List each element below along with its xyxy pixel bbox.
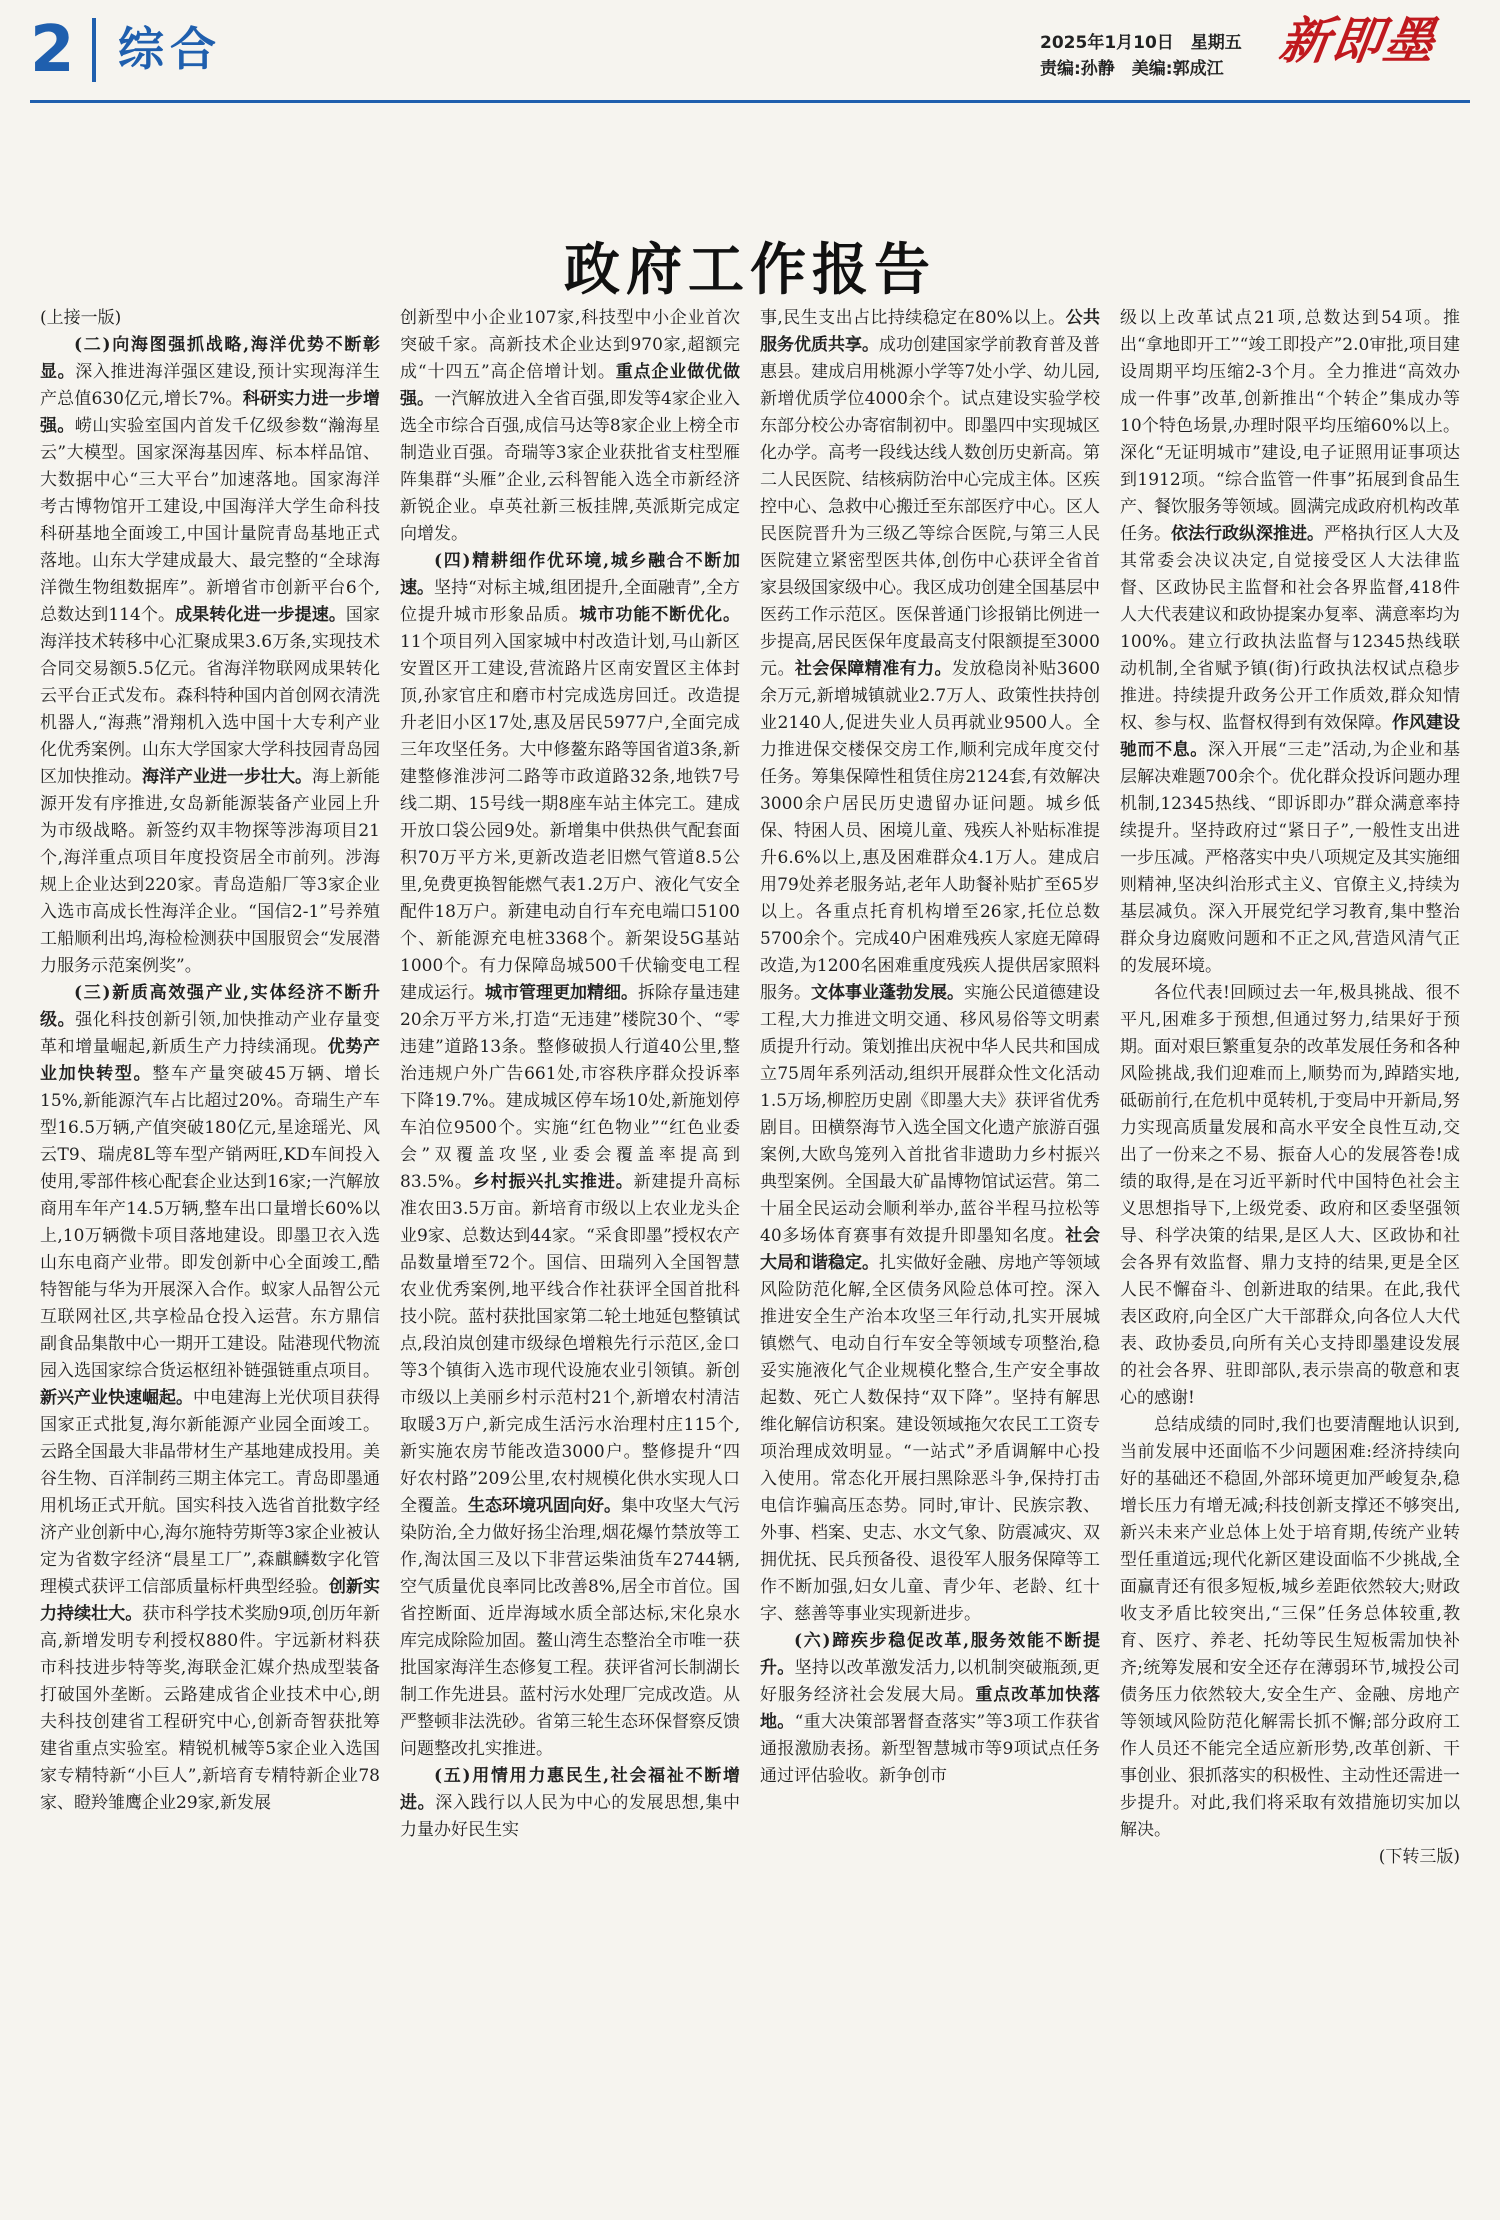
bold-lead: 海洋产业进一步壮大。 — [142, 767, 312, 787]
text-run: 深入践行以人民为中心的发展思想,集中力量办好民生实 — [400, 1793, 740, 1840]
bold-lead: 成果转化进一步提速。 — [175, 605, 346, 625]
bold-lead: 依法行政纵深推进。 — [1171, 524, 1324, 544]
paragraph — [40, 980, 380, 1817]
bold-lead: 重点企业做优做强。 — [400, 362, 740, 409]
page-number: 2 — [30, 13, 75, 87]
text-run: 创新型中小企业107家,科技型中小企业首次突破千家。高新技术企业达到970家,超额完成“十四五”高企倍增计划。 — [400, 308, 740, 382]
text-run: 中电建海上光伏项目获得国家正式批复,海尔新能源产业园全面竣工。云路全国最大非晶带材生产基地建成投用。美谷生物、百洋制药三期主体完工。青岛即墨通用机场正式开航。国实科技入选省首批数字经济产业创新中心,海尔施特劳斯等3家企业被认定为省数字经济“晨星工厂”,森麒麟数字化管理模式获评工信部质量标杆典型经验。 — [40, 1388, 380, 1597]
header-divider — [92, 18, 96, 82]
text-run: 一汽解放进入全省百强,即发等4家企业入选全市综合百强,成信马达等8家企业上榜全市制造业百强。奇瑞等3家企业获批省支柱型雁阵集群“头雁”企业,云科智能入选全市新经济新锐企业。卓英社新三板挂牌,英派斯完成定向增发。 — [400, 389, 740, 544]
text-run: 坚持“对标主城,组团提升,全面融青”,全方位提升城市形象品质。 — [400, 578, 740, 625]
bold-lead: 重点改革加快落地。 — [760, 1685, 1100, 1732]
text-run: 11个项目列入国家城中村改造计划,马山新区安置区开工建设,营流路片区南安置区主体封顶,孙家官庄和磨市村完成选房回迁。改造提升老旧小区17处,惠及居民5977户,全面完成三年攻坚任务。大中修鳌东路等国省道3条,新建整修淮涉河二路等市政道路32条,地铁7号线二期、15号线一期8座车站主体完工。建成开放口袋公园9处。新增集中供热供气配套面积70万平方米,更新改造老旧燃气管道8.5公里,免费更换智能燃气表1.2万户、液化气安全配件18万户。新建电动自行车充电端口5100个、新能源充电桩3368个。新架设5G基站1000个。有力保障岛城500千伏输变电工程建成运行。 — [400, 632, 740, 1003]
text-run: 拆除存量违建20余万平方米,打造“无违建”楼院30个、“零违建”道路13条。整修破损人行道40公里,整治违规户外广告661处,市容秩序群众投诉率下降19.7%。建成城区停车场10处,新施划停车泊位9500个。实施“红色物业”“红色业委会”双覆盖攻坚,业委会覆盖率提高到83.5%。 — [400, 983, 740, 1192]
column-1 — [40, 305, 380, 2180]
column-2 — [400, 305, 740, 2180]
paragraph — [400, 548, 740, 1763]
column-3 — [760, 305, 1100, 2180]
text-run: 严格执行区人大及其常委会决议决定,自觉接受区人大法律监督、区政协民主监督和社会各界监督,418件人大代表建议和政协提案办复率、满意率均为100%。建立行政执法监督与12345热线联动机制,全省赋予镇(街)行政执法权试点稳步推进。持续提升政务公开工作质效,群众知情权、参与权、监督权得到有效保障。 — [1120, 524, 1460, 733]
bold-lead: 乡村振兴扎实推进。 — [472, 1172, 634, 1192]
article-body — [40, 305, 1460, 2180]
text-run: 扎实做好金融、房地产等领域风险防范化解,全区债务风险总体可控。深入推进安全生产治本攻坚三年行动,扎实开展城镇燃气、电动自行车安全等领域专项整治,稳妥实施液化气企业规模化整合,生产安全事故起数、死亡人数保持“双下降”。坚持有解思维化解信访积案。建设领域拖欠农民工工资专项治理成效明显。“一站式”矛盾调解中心投入使用。常态化开展扫黑除恶斗争,保持打击电信诈骗高压态势。同时,审计、民族宗教、外事、档案、史志、水文气象、防震减灾、双拥优抚、民兵预备役、退役军人服务保障等工作不断加强,妇女儿童、青少年、老龄、红十字、慈善等事业实现新进步。 — [760, 1253, 1100, 1624]
paragraph — [760, 305, 1100, 1628]
bold-lead: (二)向海图强抓战略,海洋优势不断彰显。 — [40, 335, 380, 382]
paragraph — [760, 1628, 1100, 1790]
section-name: 综合 — [118, 22, 222, 76]
text-run: 深入推进海洋强区建设,预计实现海洋生产总值630亿元,增长7%。 — [40, 362, 380, 409]
bold-lead: (五)用情用力惠民生,社会福祉不断增进。 — [400, 1766, 740, 1813]
paragraph: (上接一版) — [40, 308, 122, 328]
page-header — [0, 0, 1500, 110]
paragraph: 总结成绩的同时,我们也要清醒地认识到,当前发展中还面临不少问题困难:经济持续向好的基础还不稳固,外部环境更加严峻复杂,稳增长压力有增无减;科技创新支撑还不够突出,新兴未来产业总体上处于培育期,传统产业转型任重道远;现代化新区建设面临不少挑战,全面赢青还有很多短板,城乡差距依然较大;财政收支矛盾比较突出,“三保”任务总体较重,教育、医疗、养老、托幼等民生短板需加快补齐;统筹发展和安全还存在薄弱环节,城投公司债务压力依然较大,安全生产、金融、房地产等领域风险防范化解需长抓不懈;部分政府工作人员还不能完全适应新形势,改革创新、干事创业、狠抓落实的积极性、主动性还需进一步提升。对此,我们将采取有效措施切实加以解决。 — [1120, 1415, 1460, 1840]
text-run: 深入开展“三走”活动,为企业和基层解决难题700余个。优化群众投诉问题办理机制,12345热线、“即诉即办”群众满意率持续提升。坚持政府过“紧日子”,一般性支出进一步压减。严格落实中央八项规定及其实施细则精神,坚决纠治形式主义、官僚主义,持续为基层减负。深入开展党纪学习教育,集中整治群众身边腐败问题和不正之风,营造风清气正的发展环境。 — [1120, 740, 1460, 976]
bold-lead: 社会保障精准有力。 — [794, 659, 953, 679]
bold-lead: 文体事业蓬勃发展。 — [811, 983, 964, 1003]
text-run: 新建提升高标准农田3.5万亩。新培育市级以上农业龙头企业9家、总数达到44家。“采食即墨”授权农产品数量增至72个。国信、田瑞列入全国智慧农业优秀案例,地平线合作社获评全国首批科技小院。蓝村获批国家第二轮土地延包整镇试点,段泊岚创建市级绿色增粮先行示范区,金口等3个镇街入选市现代设施农业引领镇。新创市级以上美丽乡村示范村21个,新增农村清洁取暖3万户,新完成生活污水治理村庄115个,新实施农房节能改造3000户。整修提升“四好农村路”209公里,农村规模化供水实现人口全覆盖。 — [400, 1172, 740, 1516]
paragraph: (下转三版) — [1378, 1847, 1460, 1867]
bold-lead: 城市功能不断优化。 — [579, 605, 740, 625]
text-run: “重大决策部署督查落实”等3项工作获省通报激励表扬。新型智慧城市等9项试点任务通过评估验收。新争创市 — [760, 1712, 1100, 1786]
text-run: 强化科技创新引领,加快推动产业存量变革和增量崛起,新质生产力持续涌现。 — [40, 1010, 380, 1057]
bold-lead: 生态环境巩固向好。 — [468, 1496, 621, 1516]
header-rule — [30, 100, 1470, 103]
text-run: 发放稳岗补贴3600余万元,新增城镇就业2.7万人、政策性扶持创业2140人,促进失业人员再就业9500人。全力推进保交楼保交房工作,顺利完成年度交付任务。筹集保障性租赁住房2124套,有效解决3000余户居民历史遗留办证问题。城乡低保、特困人员、困境儿童、残疾人补贴标准提升6.6%以上,惠及困难群众4.1万人。建成启用79处养老服务站,老年人助餐补贴扩至65岁以上。各重点托育机构增至26家,托位总数5700余个。完成40户困难残疾人家庭无障碍改造,为1200名困难重度残疾人提供居家照料服务。 — [760, 659, 1100, 1003]
editors-line: 责编:孙静 美编:郭成江 — [1040, 59, 1224, 79]
text-run: 坚持以改革激发活力,以机制突破瓶颈,更好服务经济社会发展大局。 — [760, 1658, 1100, 1705]
text-run: 国家海洋技术转移中心汇聚成果3.6万条,实现技术合同交易额5.5亿元。省海洋物联网成果转化云平台正式发布。森科特种国内首创网衣清洗机器人,“海燕”滑翔机入选中国十大专利产业化优秀案例。山东大学国家大学科技园青岛园区加快推动。 — [40, 605, 380, 787]
bold-lead: 公共服务优质共享。 — [760, 308, 1100, 355]
bold-lead: 优势产业加快转型。 — [40, 1037, 380, 1084]
bold-lead: 城市管理更加精细。 — [485, 983, 638, 1003]
bold-lead: (三)新质高效强产业,实体经济不断升级。 — [40, 983, 380, 1030]
column-4 — [1120, 305, 1460, 2180]
paragraph — [40, 332, 380, 980]
paragraph — [400, 1763, 740, 1844]
article-title: 政府工作报告 — [564, 236, 936, 303]
bold-lead: 新兴产业快速崛起。 — [40, 1388, 193, 1408]
bold-lead: (四)精耕细作优环境,城乡融合不断加速。 — [400, 551, 740, 598]
bold-lead: 科研实力进一步增强。 — [40, 389, 380, 436]
bold-lead: (六)蹄疾步稳促改革,服务效能不断提升。 — [760, 1631, 1100, 1678]
bold-lead: 创新实力持续壮大。 — [40, 1577, 380, 1624]
bold-lead: 作风建设驰而不息。 — [1120, 713, 1460, 760]
bold-lead: 社会大局和谐稳定。 — [760, 1226, 1100, 1273]
issue-date: 2025年1月10日 星期五 — [1040, 33, 1242, 53]
text-run: 事,民生支出占比持续稳定在80%以上。 — [760, 308, 1066, 328]
text-run: 崂山实验室国内首发千亿级参数“瀚海星云”大模型。国家深海基因库、标本样品馆、大数据中心“三大平台”加速落地。国家海洋考古博物馆开工建设,中国海洋大学生命科技科研基地全面竣工,中国计量院青岛基地正式落地。山东大学建成最大、最完整的“全球海洋微生物组数据库”。新增省市创新平台6个,总数达到114个。 — [40, 416, 380, 625]
text-run: 实施公民道德建设工程,大力推进文明交通、移风易俗等文明素质提升行动。策划推出庆祝中华人民共和国成立75周年系列活动,组织开展群众性文化活动1.5万场,柳腔历史剧《即墨大夫》获评省优秀剧目。田横祭海节入选全国文化遗产旅游百强案例,大欧鸟笼列入首批省非遗助力乡村振兴典型案例。全国最大矿晶博物馆试运营。第二十届全民运动会顺利举办,蓝谷半程马拉松等40多场体育赛事有效提升即墨知名度。 — [760, 983, 1100, 1246]
text-run: 整车产量突破45万辆、增长15%,新能源汽车占比超过20%。奇瑞生产车型16.5万辆,产值突破180亿元,星途瑶光、风云T9、瑞虎8L等车型产销两旺,KD车间投入使用,零部件核心配套企业达到16家;一汽解放商用车年产14.5万辆,整车出口量增长60%以上,10万辆微卡项目落地建设。即墨卫衣入选山东电商产业带。即发创新中心全面竣工,酷特智能与华为开展深入合作。蚁家人品智公元互联网社区,共享检品仓投入运营。东方鼎信副食品集散中心一期开工建设。陆港现代物流园入选国家综合货运枢纽补链强链重点项目。 — [40, 1064, 380, 1381]
paragraph: 各位代表!回顾过去一年,极具挑战、很不平凡,困难多于预想,但通过努力,结果好于预期。面对艰巨繁重复杂的改革发展任务和各种风险挑战,我们迎难而上,顺势而为,踔踏实地,砥砺前行,在危机中觅转机,于变局中开新局,努力实现高质量发展和高水平安全良性互动,交出了一份来之不易、振奋人心的发展答卷!成绩的取得,是在习近平新时代中国特色社会主义思想指导下,上级党委、政府和区委坚强领导、科学决策的结果,是区人大、区政协和社会各界有效监督、鼎力支持的结果,更是全区人民不懈奋斗、创新进取的结果。在此,我代表区政府,向全区广大干部群众,向各位人大代表、政协委员,向所有关心支持即墨建设发展的社会各界、驻即部队,表示崇高的敬意和衷心的感谢! — [1120, 983, 1460, 1408]
paragraph — [400, 305, 740, 548]
text-run: 集中攻坚大气污染防治,全力做好扬尘治理,烟花爆竹禁放等工作,淘汰国三及以下非营运柴油货车2744辆,空气质量优良率同比改善8%,居全市首位。国省控断面、近岸海域水质全部达标,宋化泉水库完成除险加固。鳌山湾生态整治全市唯一获批国家海洋生态修复工程。获评省河长制湖长制工作先进县。蓝村污水处理厂完成改造。从严整顿非法洗砂。省第三轮生态环保督察反馈问题整改扎实推进。 — [400, 1496, 740, 1759]
text-run: 成功创建国家学前教育普及普惠县。建成启用桃源小学等7处小学、幼儿园,新增优质学位4000余个。试点建设实验学校东部分校公办寄宿制初中。即墨四中实现城区化办学。高考一段线达线人数创历史新高。第二人民医院、结核病防治中心完成主体。区疾控中心、急救中心搬迁至东部医疗中心。区人民医院晋升为三级乙等综合医院,与第三人民医院建立紧密型医共体,创伤中心获评全省首家县级国家级中心。我区成功创建全国基层中医药工作示范区。医保普通门诊报销比例进一步提高,居民医保年度最高支付限额提至3000元。 — [760, 335, 1100, 679]
newspaper-logo: 新即墨 — [1275, 11, 1441, 70]
text-run: 海上新能源开发有序推进,女岛新能源装备产业园上升为市级战略。新签约双丰物探等涉海项目21个,海洋重点项目年度投资居全市前列。涉海规上企业达到220家。青岛造船厂等3家企业入选市高成长性海洋企业。“国信2-1”号养殖工船顺利出坞,海检检测获中国服贸会“发展潜力服务示范案例奖”。 — [40, 767, 380, 976]
paragraph — [1120, 305, 1460, 980]
text-run: 级以上改革试点21项,总数达到54项。推出“拿地即开工”“竣工即投产”2.0审批,项目建设周期平均压缩2-3个月。全力推进“高效办成一件事”改革,创新推出“个转企”集成办等10个特色场景,办理时限平均压缩60%以上。深化“无证明城市”建设,电子证照用证事项达到1912项。“综合监管一件事”拓展到食品生产、餐饮服务等领域。圆满完成政府机构改革任务。 — [1120, 308, 1460, 544]
text-run: 获市科学技术奖励9项,创历年新高,新增发明专利授权880件。宇远新材料获市科技进步特等奖,海联金汇媒介热成型装备打破国外垄断。云路建成省企业技术中心,朗夫科技创建省工程研究中心,创新奇智获批筹建省重点实验室。精锐机械等5家企业入选国家专精特新“小巨人”,新培育专精特新企业78家、瞪羚雏鹰企业29家,新发展 — [40, 1604, 380, 1813]
